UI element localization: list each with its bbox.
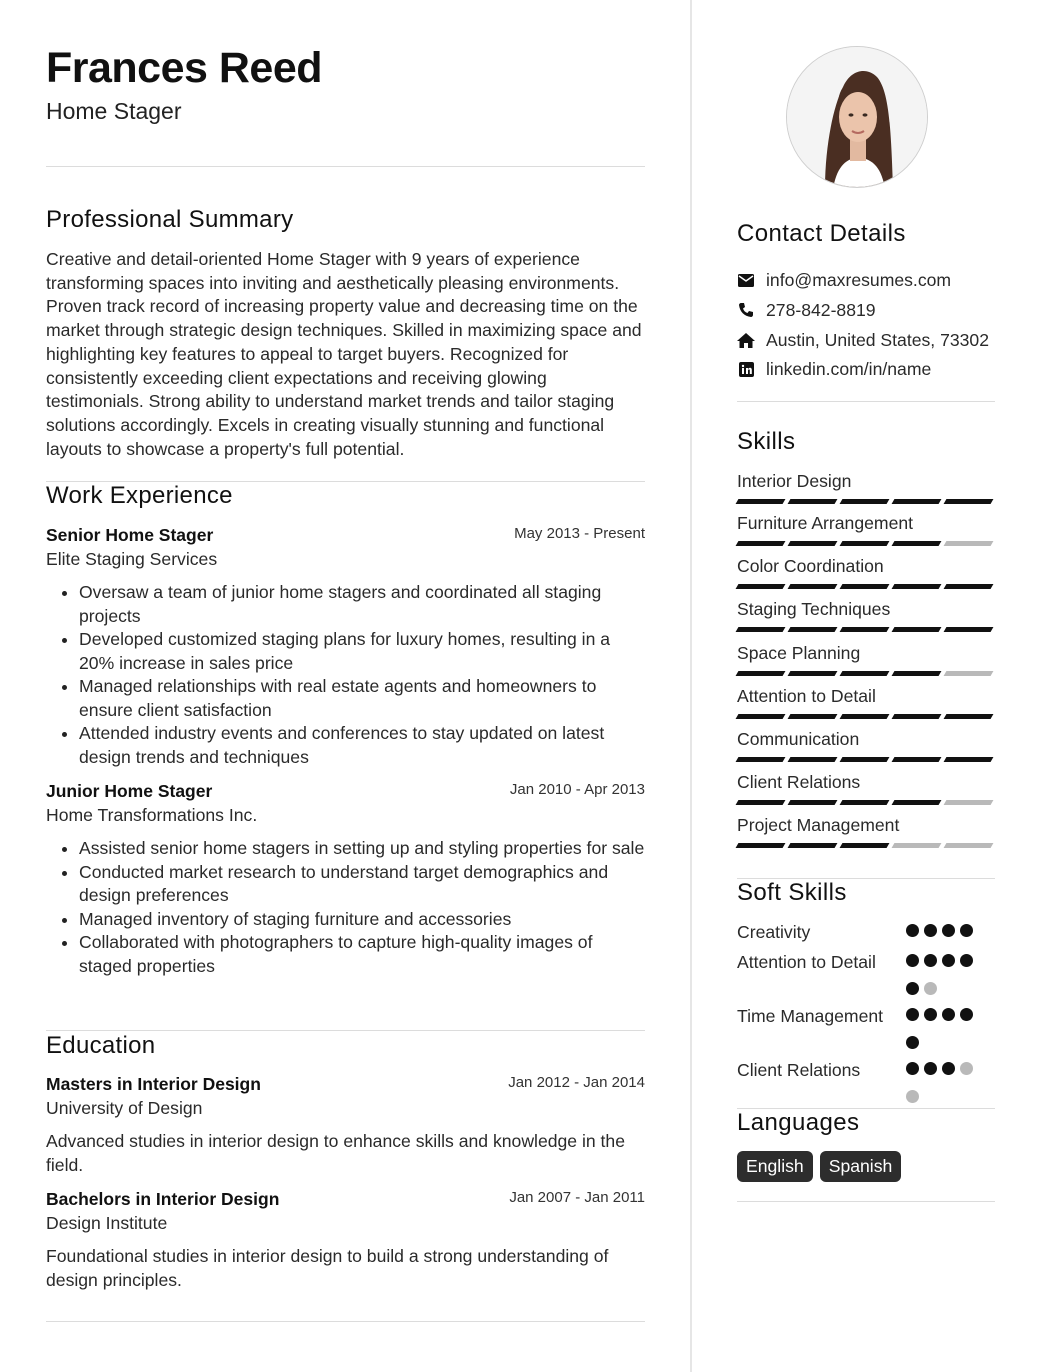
job-bullet: Assisted senior home stagers in setting up and styling properties for sale bbox=[46, 837, 645, 861]
job-bullet: Conducted market research to understand target demographics and design preferences bbox=[46, 861, 645, 908]
skill-level-segment bbox=[840, 541, 890, 546]
contact-address bbox=[737, 328, 989, 352]
skill-level-bar bbox=[737, 499, 995, 504]
soft-skill-name: Client Relations bbox=[737, 1060, 861, 1080]
skill-level-segment bbox=[892, 757, 942, 762]
degree-title: Bachelors in Interior Design bbox=[46, 1189, 280, 1209]
skill-level-segment bbox=[736, 671, 786, 676]
job-bullet: Oversaw a team of junior home stagers and coordinated all staging projects bbox=[46, 581, 645, 628]
soft-skill-rating bbox=[906, 1008, 981, 1049]
skill-item bbox=[737, 556, 995, 589]
rating-dot bbox=[942, 954, 955, 967]
job-company: Elite Staging Services bbox=[46, 549, 218, 569]
rating-dot bbox=[924, 924, 937, 937]
rating-dot bbox=[924, 1008, 937, 1021]
soft-skill-rating bbox=[906, 924, 981, 942]
skill-level-segment bbox=[892, 714, 942, 719]
language-badge: English bbox=[737, 1151, 813, 1182]
soft-skill-item bbox=[737, 921, 995, 945]
skill-level-segment bbox=[788, 843, 838, 848]
job-entry bbox=[46, 781, 645, 978]
skill-item bbox=[737, 815, 995, 848]
soft-skill-name: Attention to Detail bbox=[737, 952, 876, 972]
soft-skill-rating bbox=[906, 954, 981, 995]
degree-title: Masters in Interior Design bbox=[46, 1074, 261, 1094]
skill-level-segment bbox=[788, 714, 838, 719]
rating-dot bbox=[906, 1090, 919, 1103]
skill-item bbox=[737, 599, 995, 632]
section-divider bbox=[737, 1201, 995, 1202]
job-bullet: Managed inventory of staging furniture and accessories bbox=[46, 908, 645, 932]
skill-level-segment bbox=[788, 499, 838, 504]
skill-name: Furniture Arrangement bbox=[737, 513, 914, 533]
rating-dot bbox=[906, 1062, 919, 1075]
column-divider bbox=[690, 0, 692, 1372]
rating-dot bbox=[942, 924, 955, 937]
skill-level-bar bbox=[737, 584, 995, 589]
header-divider bbox=[46, 166, 645, 167]
job-date: May 2013 - Present bbox=[514, 525, 645, 542]
skill-item bbox=[737, 772, 995, 805]
job-bullets bbox=[46, 837, 645, 978]
soft-skill-name: Time Management bbox=[737, 1006, 884, 1026]
job-company: Home Transformations Inc. bbox=[46, 805, 258, 825]
skill-level-bar bbox=[737, 843, 995, 848]
skill-item bbox=[737, 729, 995, 762]
skill-level-segment bbox=[892, 800, 942, 805]
skill-item bbox=[737, 643, 995, 676]
skill-name: Communication bbox=[737, 729, 860, 749]
profile-photo bbox=[786, 46, 928, 188]
education-heading: Education bbox=[46, 1032, 156, 1059]
skill-name: Project Management bbox=[737, 815, 900, 835]
phone-text: 278-842-8819 bbox=[766, 299, 876, 320]
skill-name: Interior Design bbox=[737, 471, 852, 491]
section-divider bbox=[737, 401, 995, 402]
skill-level-segment bbox=[788, 800, 838, 805]
language-badges bbox=[737, 1151, 901, 1182]
school-name: University of Design bbox=[46, 1098, 203, 1118]
summary-heading: Professional Summary bbox=[46, 206, 294, 233]
contact-email[interactable] bbox=[737, 268, 951, 292]
rating-dot bbox=[960, 1062, 973, 1075]
soft-skills-heading: Soft Skills bbox=[737, 879, 847, 906]
rating-dot bbox=[906, 954, 919, 967]
skill-level-bar bbox=[737, 541, 995, 546]
skill-level-segment bbox=[944, 843, 994, 848]
job-title: Senior Home Stager bbox=[46, 525, 214, 545]
linkedin-icon bbox=[737, 360, 755, 378]
education-entry bbox=[46, 1074, 645, 1177]
skill-level-segment bbox=[944, 671, 994, 676]
linkedin-text: linkedin.com/in/name bbox=[766, 358, 932, 379]
degree-description: Foundational studies in interior design to build a strong understanding of design principles. bbox=[46, 1246, 609, 1290]
soft-skill-name: Creativity bbox=[737, 922, 811, 942]
skill-level-bar bbox=[737, 757, 995, 762]
soft-skill-item bbox=[737, 1005, 995, 1029]
skill-level-segment bbox=[892, 541, 942, 546]
job-title: Junior Home Stager bbox=[46, 781, 213, 801]
contact-linkedin[interactable] bbox=[737, 357, 931, 381]
job-date: Jan 2010 - Apr 2013 bbox=[509, 781, 645, 798]
skill-level-segment bbox=[736, 499, 786, 504]
job-bullet: Attended industry events and conferences to stay updated on latest design trends and techniques bbox=[46, 722, 645, 769]
footer-divider bbox=[46, 1321, 645, 1322]
skill-level-segment bbox=[736, 584, 786, 589]
skill-level-segment bbox=[788, 584, 838, 589]
skill-level-segment bbox=[736, 714, 786, 719]
rating-dot bbox=[924, 982, 937, 995]
skill-name: Staging Techniques bbox=[737, 599, 891, 619]
job-bullet: Managed relationships with real estate agents and homeowners to ensure client satisfaction bbox=[46, 675, 645, 722]
rating-dot bbox=[960, 1008, 973, 1021]
school-name: Design Institute bbox=[46, 1213, 168, 1233]
skill-level-segment bbox=[892, 627, 942, 632]
skill-level-segment bbox=[944, 757, 994, 762]
skill-level-segment bbox=[840, 671, 890, 676]
skill-level-segment bbox=[944, 584, 994, 589]
degree-date: Jan 2012 - Jan 2014 bbox=[508, 1074, 645, 1091]
skills-heading: Skills bbox=[737, 428, 796, 455]
language-badge: Spanish bbox=[820, 1151, 902, 1182]
soft-skill-item bbox=[737, 1059, 995, 1083]
skill-level-segment bbox=[944, 800, 994, 805]
rating-dot bbox=[942, 1062, 955, 1075]
skill-level-segment bbox=[788, 757, 838, 762]
skill-level-segment bbox=[788, 671, 838, 676]
contact-heading: Contact Details bbox=[737, 220, 906, 247]
job-bullets bbox=[46, 581, 645, 769]
rating-dot bbox=[906, 1036, 919, 1049]
rating-dot bbox=[942, 1008, 955, 1021]
skill-level-segment bbox=[892, 499, 942, 504]
rating-dot bbox=[906, 1008, 919, 1021]
skill-level-segment bbox=[840, 843, 890, 848]
rating-dot bbox=[906, 924, 919, 937]
skill-level-segment bbox=[944, 714, 994, 719]
skill-level-segment bbox=[840, 584, 890, 589]
skill-level-segment bbox=[840, 714, 890, 719]
skill-level-segment bbox=[736, 800, 786, 805]
envelope-icon bbox=[737, 271, 755, 289]
experience-heading: Work Experience bbox=[46, 482, 233, 509]
job-bullet: Collaborated with photographers to capture high-quality images of staged properties bbox=[46, 931, 645, 978]
skill-level-segment bbox=[840, 627, 890, 632]
skill-level-bar bbox=[737, 627, 995, 632]
languages-heading: Languages bbox=[737, 1109, 860, 1136]
degree-description: Advanced studies in interior design to enhance skills and knowledge in the field. bbox=[46, 1131, 626, 1175]
candidate-title: Home Stager bbox=[46, 98, 182, 124]
education-entry bbox=[46, 1189, 645, 1292]
skill-name: Space Planning bbox=[737, 643, 861, 663]
soft-skill-rating bbox=[906, 1062, 981, 1103]
phone-icon bbox=[737, 301, 755, 319]
summary-text: Creative and detail-oriented Home Stager with 9 years of experience transforming spaces into inviting and aesthetically pleasing environments. Proven track record of increasing property value and decreasing time on the market through strategic design techniques. Skilled in maximizing space and highlighting key features to appeal to target buyers. Recognized for consistently exceeding client expectations and receiving glowing testimonials. Strong ability to understand market trends and tailor staging solutions accordingly. Excels in creating visually stunning and functional layouts to showcase a property's full potential. bbox=[46, 249, 642, 459]
skill-item bbox=[737, 686, 995, 719]
skill-level-segment bbox=[892, 671, 942, 676]
email-text: info@maxresumes.com bbox=[766, 269, 952, 290]
rating-dot bbox=[960, 924, 973, 937]
skill-level-segment bbox=[944, 499, 994, 504]
address-text: Austin, United States, 73302 bbox=[766, 329, 989, 350]
skill-level-segment bbox=[736, 541, 786, 546]
job-entry bbox=[46, 525, 645, 769]
skill-item bbox=[737, 471, 995, 504]
skill-level-segment bbox=[736, 843, 786, 848]
skill-name: Attention to Detail bbox=[737, 686, 876, 706]
rating-dot bbox=[924, 1062, 937, 1075]
skill-item bbox=[737, 513, 995, 546]
skill-level-bar bbox=[737, 800, 995, 805]
skill-level-segment bbox=[892, 843, 942, 848]
skill-level-segment bbox=[840, 757, 890, 762]
contact-phone[interactable] bbox=[737, 298, 876, 322]
candidate-name: Frances Reed bbox=[46, 44, 323, 92]
job-bullet: Developed customized staging plans for luxury homes, resulting in a 20% increase in sales price bbox=[46, 628, 645, 675]
skill-level-bar bbox=[737, 714, 995, 719]
degree-date: Jan 2007 - Jan 2011 bbox=[509, 1189, 645, 1206]
skill-level-segment bbox=[840, 499, 890, 504]
skill-level-segment bbox=[944, 627, 994, 632]
skill-level-segment bbox=[788, 627, 838, 632]
rating-dot bbox=[924, 954, 937, 967]
skill-level-segment bbox=[840, 800, 890, 805]
skill-level-segment bbox=[944, 541, 994, 546]
skill-level-segment bbox=[892, 584, 942, 589]
skill-name: Client Relations bbox=[737, 772, 861, 792]
skill-level-bar bbox=[737, 671, 995, 676]
section-divider bbox=[46, 1030, 645, 1031]
soft-skill-item bbox=[737, 951, 995, 975]
skill-level-segment bbox=[736, 627, 786, 632]
skill-name: Color Coordination bbox=[737, 556, 884, 576]
skill-level-segment bbox=[736, 757, 786, 762]
rating-dot bbox=[960, 954, 973, 967]
skill-level-segment bbox=[788, 541, 838, 546]
rating-dot bbox=[906, 982, 919, 995]
home-icon bbox=[737, 331, 755, 349]
